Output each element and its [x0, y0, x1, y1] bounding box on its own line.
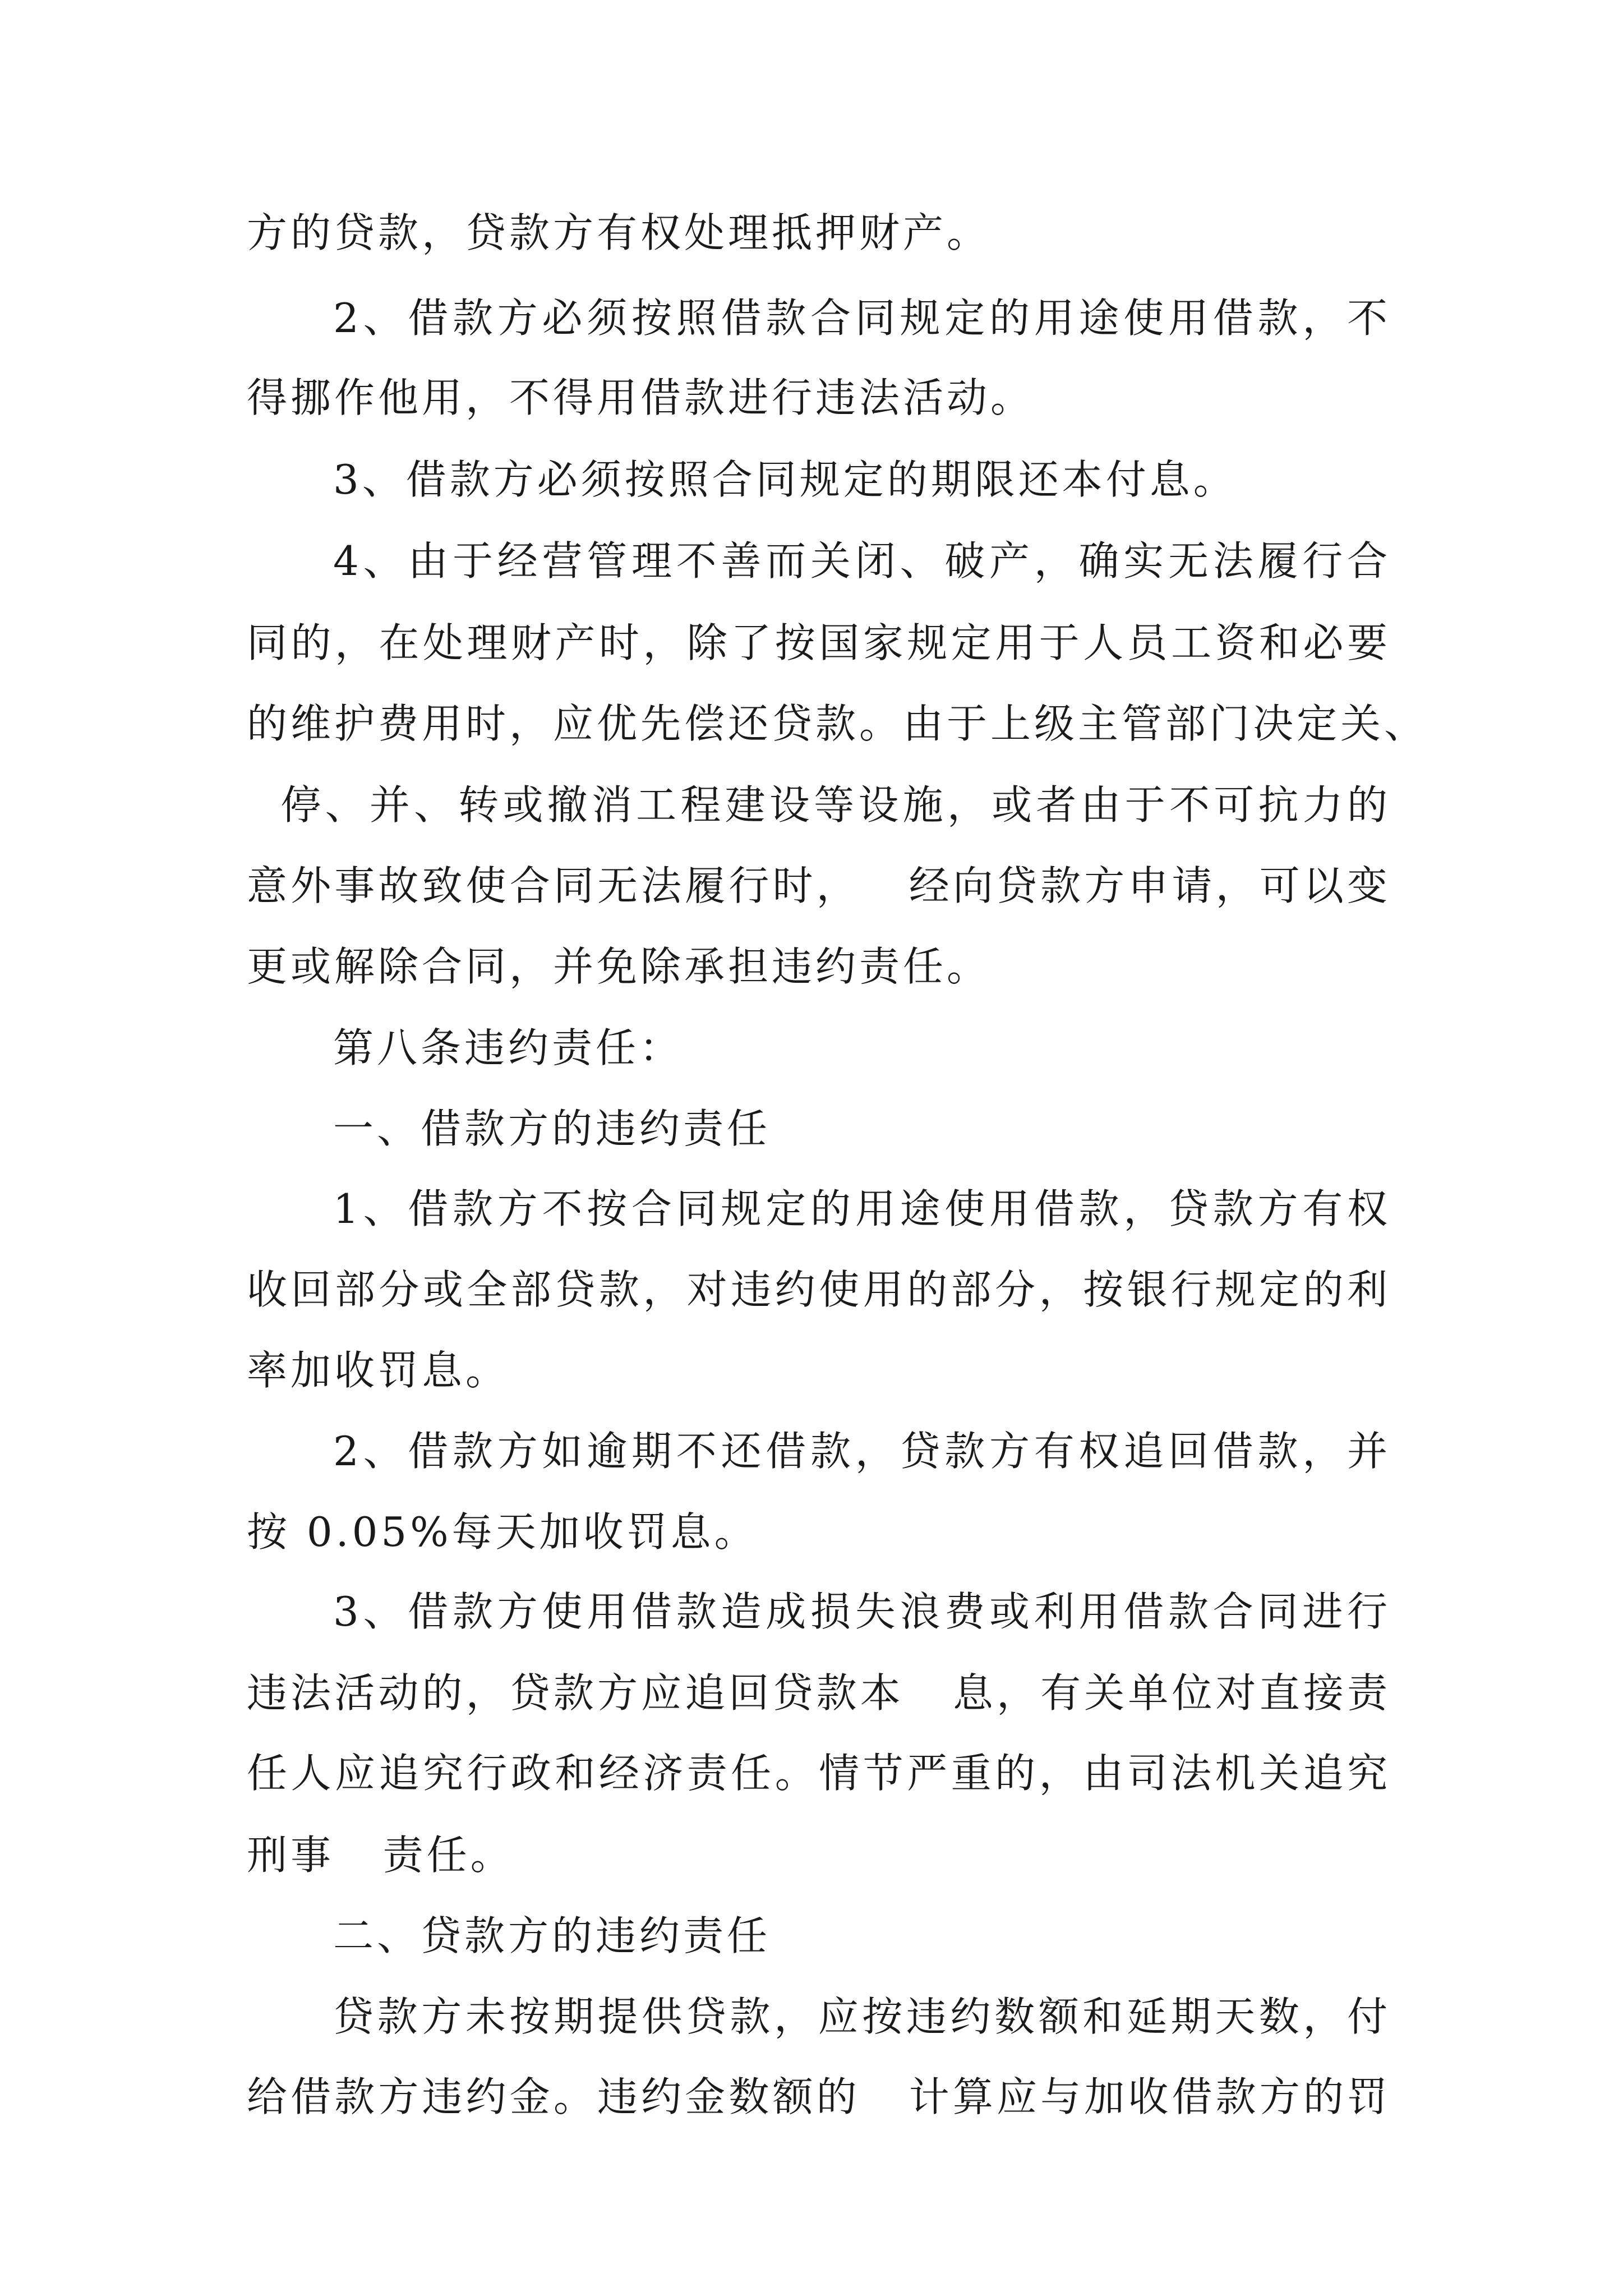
text-line: 第八条违约责任：: [333, 1024, 684, 1071]
text-line: 率加收罚息。: [247, 1347, 510, 1394]
text-line: 3、借款方使用借款造成损失浪费或利用借款合同进行: [333, 1588, 1391, 1635]
text-line: 2、借款方如逾期不还借款，贷款方有权追回借款，并: [333, 1428, 1391, 1475]
text-line: 意外事故致使合同无法履行时， 经向贷款方申请，可以变: [247, 862, 1391, 909]
text-line: 3、借款方必须按照合同规定的期限还本付息。: [333, 456, 1237, 503]
text-line: 得挪作他用，不得用借款进行违法活动。: [247, 374, 1035, 421]
text-line: 更或解除合同，并免除承担违约责任。: [247, 943, 991, 990]
text-line: 1、借款方不按合同规定的用途使用借款，贷款方有权: [333, 1185, 1391, 1232]
text-line: 贷款方未按期提供贷款，应按违约数额和延期天数，付: [333, 1993, 1391, 2040]
text-line: 的维护费用时，应优先偿还贷款。由于上级主管部门决定关、: [247, 700, 1428, 747]
text-line: 按 0.05%每天加收罚息。: [247, 1508, 758, 1556]
text-line: 停、并、转或撤消工程建设等设施，或者由于不可抗力的: [247, 781, 1391, 829]
text-line: 违法活动的，贷款方应追回贷款本 息，有关单位对直接责: [247, 1669, 1391, 1717]
text-line: 一、借款方的违约责任: [333, 1105, 771, 1152]
text-line: 方的贷款，贷款方有权处理抵押财产。: [247, 209, 991, 256]
text-line: 2、借款方必须按照借款合同规定的用途使用借款，不: [333, 295, 1391, 342]
text-line: 给借款方违约金。违约金数额的 计算应与加收借款方的罚: [247, 2073, 1391, 2120]
text-line: 二、贷款方的违约责任: [333, 1912, 771, 1959]
text-line: 收回部分或全部贷款，对违约使用的部分，按银行规定的利: [247, 1266, 1391, 1313]
text-line: 任人应追究行政和经济责任。情节严重的，由司法机关追究: [247, 1750, 1391, 1797]
text-line: 刑事 责任。: [247, 1832, 514, 1879]
text-line: 4、由于经营管理不善而关闭、破产，确实无法履行合: [333, 537, 1391, 585]
text-line: 同的，在处理财产时，除了按国家规定用于人员工资和必要: [247, 619, 1391, 666]
